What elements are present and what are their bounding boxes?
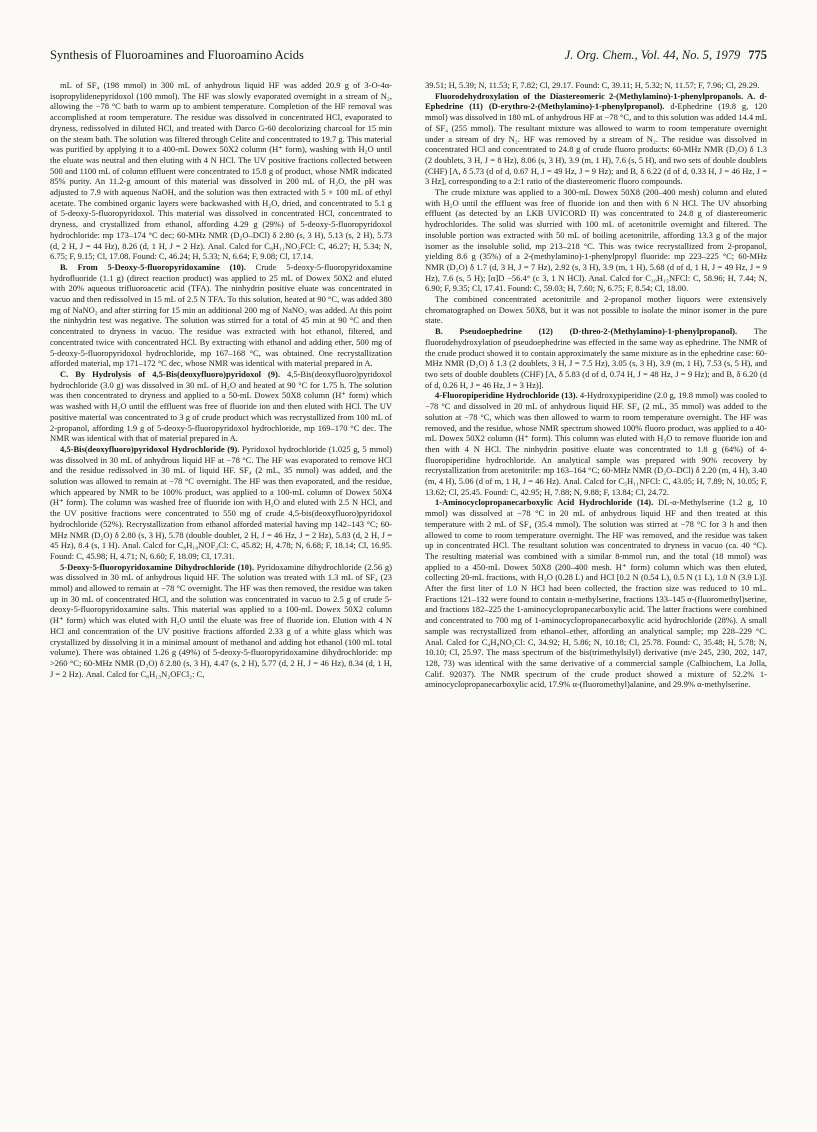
paragraph	[50, 562, 392, 680]
running-title: Synthesis of Fluoroamines and Fluoroamino Acids	[50, 48, 304, 62]
paragraph	[425, 326, 767, 390]
section-heading: C. By Hydrolysis of 4,5-Bis(deoxyfluoro)pyridoxol (9).	[60, 368, 280, 379]
paragraph	[425, 294, 767, 326]
journal-citation	[565, 46, 767, 64]
paragraph	[425, 390, 767, 497]
paragraph-text: Crude 5-deoxy-5-fluoropyridoxamine hydrofluoride (1.1 g) (direct reaction product) was applied to 25 mL of Dowex 50X2 and eluted with 20% aqueous trifluoroacetic acid (TFA). The ninhydrin positive eluate was concentrated in vacuo and then redissolved in 15 mL of 2.5 N TFA. To this solution, heated at 90 °C, was added 380 mg of NaNO₂ and after stirring for 15 min an additional 200 mg of NaNO₂ was added. At this point the ninhydrin test was negative. The solution was stirred for a total of 45 min at 90 °C and then concentrated to dryness in vacuo. The residue was extracted with hot ethanol, filtered, and concentrated twice with concentrated HCl. By extracting with ethanol and adding ether, 500 mg of 5-deoxy-5-fluoropyridoxol hydrochloride, mp 167–168 °C, was obtained. One recrystallization afforded material, mp 171–172 °C dec, whose NMR was identical with material prepared in A.	[50, 261, 392, 369]
paragraph-text: Pyridoxamine dihydrochloride (2.56 g) was dissolved in 30 mL of anhydrous liquid HF. The solution was treated with 1.3 mL of SF₄ (23 mmol) and allowed to remain at −78 °C overnight. The HF was then removed, the residue was taken up in 30 mL of concentrated HCl, and the solution was concentrated in vacuo to 2.5 g of crude 5-deoxy-5-fluoropyridoxamine salts. This material was applied to a 100-mL Dowex 50X2 column (H⁺ form) which was eluted with H₂O until the eluate was free of fluoride ion. Elution with 4 N HCl and concentration of the UV positive fractions afforded 2.33 g of a white glass which was crystallized by dissolving it in a minimal amount of methanol and adding hot ethanol (100 mL total volume). There was obtained 1.26 g (49%) of 5-deoxy-5-fluoropyridoxamine dihydrochloride: mp >260 °C; 60-MHz NMR (D₂O) δ 2.80 (s, 3 H), 4.47 (s, 2 H), 5.77 (d, 2 H, J = 46 Hz), 8.34 (d, 1 H, J = 2 Hz). Anal. Calcd for C₈H₁₃N₂OFCl₂: C,	[50, 561, 392, 679]
paragraph	[50, 80, 392, 262]
paragraph	[425, 80, 767, 91]
paragraph-text: The fluorodehydroxylation of pseudoephedrine was effected in the same way as ephedrine. The NMR of the crude product showed it to contain approximately the same mixture as in the ephedrine case: 60-MHz NMR (D₂O) δ 1.3 (2 doublets, 3 H, J = 7.5 Hz), 3.05 (s, 3 H), 3.9 (m, 1 H), 7.53 (s, 5 H), and two sets of double doublets (CHF) [A, δ 5.83 (d of d, 0.74 H, J = 48 Hz, J = 9 Hz); and B, δ 6.20 (d of d, 0.26 H, J = 46 Hz, J = 3 Hz)].	[425, 326, 767, 390]
paragraph-text: DL-α-Methylserine (1.2 g, 10 mmol) was dissolved at −78 °C in 20 mL of anhydrous liquid HF and then treated at this temperature with 2 mL of SF₄ (35.4 mmol). The solution was stirred at −78 °C for 3 h and then allowed to come to room temperature overnight. The HF was removed, and the residue was taken up in concentrated HCl. The resultant solution was concentrated to dryness in vacuo (ca. 40 °C). The resulting material was combined with a similar 8-mmol run, and the total (18 mmol) was applied to a 450-mL Dowex 50X8 (200–400 mesh. H⁺ form) column which was then eluted, collecting 20-mL fractions, with H₂O (0.28 L) and HCl [0.2 N (0.54 L), 0.5 N (1 L), 1.0 N (3.9 L)]. After the first liter of 1.0 N HCl had been collected, the fraction size was reduced to 10 mL. Fractions 121–132 were found to contain α-methylserine, fractions 133–145 α-(fluoromethyl)serine, and fractions 182–225 the 1-aminocyclopropanecarboxylic acid. The latter fractions were combined and concentrated to 700 mg of 1-aminocyclopropanecarboxylic acid hydrochloride (28%). A small sample was recrystallized from ethanol–ether, affording an analytical sample; mp 228–229 °C. Anal. Calcd for C₄H₈NO₂Cl: C, 34.92; H, 5.86; N, 10.18; Cl, 25.78. Found: C, 35.48; H, 5.78; N, 10.10; Cl, 25.97. The mass spectrum of the bis(trimethylsilyl) derivative (m/e 245, 230, 202, 147, 128, 73) was identical with the same derivative of a commercial sample (Calbiochem, La Jolla, Calif. 92037). The NMR spectrum of the crude product showed a mixture of 52.2% 1-aminocyclopropanecarboxylic acid, 17.9% α-(fluoromethyl)alanine, and 29.9% α-methylserine.	[425, 497, 767, 690]
paragraph-text: 39.51; H, 5.39; N, 11.53; F, 7.82; Cl, 29.17. Found: C, 39.11; H, 5.32; N, 11.57; F, 7.96; Cl, 29.29.	[425, 80, 760, 90]
left-column	[50, 80, 392, 1090]
page-number: 775	[748, 48, 767, 62]
section-heading: Fluorodehydroxylation of the Diastereomeric 2-(Methylamino)-1-phenylpropanols. A. d-Ephedrine (11) (D-erythro-2-(Methylamino)-1-phenylpropanol).	[425, 90, 767, 112]
paragraph-text: Pyridoxol hydrochloride (1.025 g, 5 mmol) was dissolved in 30 mL of anhydrous liquid HF at −78 °C. The HF was evaporated to remove HCl and the residue redissolved in 30 mL of liquid HF. SF₄ (2 mL, 35 mmol) was added, and the solution was allowed to remain at −78 °C overnight. The HF was then evaporated, and the residue, which appeared by NMR to be 100% product, was applied to a 100-mL column of Dowex 50X4 (H⁺ form). The column was washed free of fluoride ion with H₂O and eluted with 2.5 N HCl, and the UV positive fractions were concentrated to 550 mg of crude 4,5-bis(deoxyfluoro)pyridoxol hydrochloride (52%). Recrystallization from ethanol afforded material having mp 142–143 °C; 60-MHz NMR (D₂O) δ 2.80 (s, 3 H), 5.78 (double doublet, 2 H, J = 46 Hz, J = 2 Hz), 5.83 (d, 2 H, J = 45 Hz), 8.4 (s, 1 H). Anal. Calcd for C₈H₁₀NOF₂Cl: C, 45.82; H, 4.78; N, 6.68; F, 18.14; Cl, 16.95. Found: C, 45.98; H, 4.71; N, 6.60; F, 18.09; Cl, 17.31.	[50, 443, 392, 561]
paragraph-text: d-Ephedrine (19.8 g, 120 mmol) was dissolved in 180 mL of anhydrous HF at −78 °C, and to this solution was added 14.4 mL of SF₄ (255 mmol). The resultant mixture was allowed to warm to room temperature overnight under a stream of dry N₂. HF was removed by a stream of N₂. The residue was dissolved in concentrated HCl and concentrated to 24.8 g of crude fluoro products: 60-MHz NMR (D₂O) δ 1.3 (2 doublets, 3 H, J = 8 Hz), 8.06 (s, 3 H), 3.9 (m, 1 H), 7.6 (s, 5 H), and two sets of double doublets (CHF) [A, δ 5.73 (d of d, 0.67 H, J = 49 Hz, J = 9 Hz); and B, δ 6.22 (d of d, 0.33 H, J = 46 Hz, J = 3 Hz], corresponding to a 2:1 ratio of the diastereomeric fluoro compounds.	[425, 101, 767, 187]
journal-name: J. Org. Chem., Vol. 44, No. 5, 1979	[564, 48, 741, 62]
paragraph	[50, 444, 392, 562]
paragraph-text: mL of SF₄ (198 mmol) in 300 mL of anhydrous liquid HF was added 20.9 g of 3-O-4α-isopropylidenepyridoxol (100 mmol). The HF was slowly evaporated overnight in a stream of N₂, allowing the −78 °C bath to warm up to ambient temperature. Completion of the HF removal was accomplished at room temperature. The residue was dissolved in concentrated HCl, evaporated to dryness, redissolved in diluted HCl, and treated with Darco G-60 decolorizing charcoal for 15 min on the steam bath. The solution was filtered through Celite and concentrated to 19.7 g. This material was purified by applying it to a 400-mL Dowex 50X2 column (H⁺ form), washing with H₂O until the eluate was neutral and then eluting with 4 N HCl. The UV positive fractions collected between 500 and 1100 mL of column effluent were concentrated to 15.8 g of product, whose NMR indicated 85% purity. An 11.2-g amount of this material was dissolved in 200 mL of H₂O, the pH was adjusted to 7.9 with aqueous NaOH, and the solution was then extracted with 5 × 100 mL of ethyl acetate. The combined organic layers were backwashed with H₂O, dried, and concentrated to 5.1 g of 5-deoxy-5-fluoropyridoxol. This material was dissolved in concentrated HCl, concentrated to dryness, and crystallized from ethanol, affording 4.29 g (29%) of 5-deoxy-5-fluoropyridoxol hydrochloride: mp 173–174 °C dec; 60-MHz NMR (D₂O–DCl) δ 2.80 (s, 3 H), 5.13 (s, 2 H), 5.73 (d, 2 H, J = 44 Hz), 8.26 (d, 1 H, J = 2 Hz). Anal. Calcd for C₈H₁₁NO₂FCl: C, 46.27; H, 5.34; N, 6.75; F, 9.15; Cl, 17.08. Found: C, 46.24; H, 5.33; N, 6.64; F, 9.08; Cl, 17.14.	[50, 80, 392, 262]
paragraph	[50, 369, 392, 444]
paragraph-text: 4,5-Bis(deoxyfluoro)pyridoxol hydrochloride (3.0 g) was dissolved in 30 mL of H₂O and heated at 90 °C for 1.75 h. The solution was then concentrated to dryness and applied to a 50-mL Dowex 50X8 column (H⁺ form) which was washed with H₂O until the effluent was free of fluoride ion and then eluted with HCl. The UV positive material was concentrated to 3 g of crude product which was recrystallized from 100 mL of 2-propanol, affording 1.9 g of 5-deoxy-5-fluoropyridoxol hydrochloride, mp 169–170 °C dec. The NMR was identical with that of material prepared in A.	[50, 368, 392, 444]
right-column	[425, 80, 767, 1090]
paragraph-text: The combined concentrated acetonitrile and 2-propanol mother liquors were extensively chromatographed on Dowex 50X8, but it was not possible to isolate the minor isomer in the pure state.	[425, 294, 767, 326]
section-heading: B. From 5-Deoxy-5-fluoropyridoxamine (10).	[60, 261, 246, 272]
running-header	[50, 46, 767, 68]
paragraph	[425, 91, 767, 187]
paragraph-text: The crude mixture was applied to a 300-mL Dowex 50X8 (200–400 mesh) column and eluted with H₂O until the effluent was free of fluoride ion and then with 6 N HCl. The UV absorbing effluent (as detected by an LKB UVICORD II) was concentrated to 24.8 g of diastereomeric hydrochlorides. The solid was slurried with 100 mL of acetonitrile overnight and filtered. The insoluble portion was extracted with 50 mL of boiling acetonitrile, affording 13.3 g of the major isomer as the insoluble solid, mp 213–218 °C. This was twice recrystallized from 2-propanol, yielding 8.6 g (35%) of a 2-(methylamino)-1-phenylpropyl fluoride: mp 223–225 °C; 60-MHz NMR (D₂O) δ 1.7 (d, 3 H, J = 7 Hz), 2.92 (s, 3 H), 3.9 (m, 1 H), 5.68 (d of d, 1 H, J = 49 Hz, J = 9 Hz), 7.6 (s, 5 H); [α]D −56.4° (c 3, 1 N HCl). Anal. Calcd for C₁₀H₁₅NFCl: C, 58.96; H, 7.44; N, 6.90; F, 9.35; Cl, 17.41. Found: C, 59.03; H, 7.60; N, 6.75; F, 8.54; Cl, 18.00.	[425, 187, 767, 294]
paragraph	[425, 497, 767, 690]
paragraph	[50, 262, 392, 369]
section-heading: B. Pseudoephedrine (12) (D-threo-2-(Methylamino)-1-phenylpropanol).	[435, 326, 738, 337]
section-heading: 1-Aminocyclopropanecarboxylic Acid Hydrochloride (14).	[435, 497, 654, 508]
paragraph	[425, 187, 767, 294]
section-heading: 4-Fluoropiperidine Hydrochloride (13).	[435, 390, 578, 401]
section-heading: 4,5-Bis(deoxyfluoro)pyridoxol Hydrochloride (9).	[60, 443, 240, 454]
paragraph-text: 4-Hydroxypiperidine (2.0 g, 19.8 mmol) was cooled to −78 °C and dissolved in 20 mL of anhydrous liquid HF. SF₄ (2 mL, 35 mmol) was added to the solution at −78 °C, which was then allowed to warm to room temperature overnight. The HF was removed, and the residue, whose NMR spectrum showed 100% fluoro product, was applied to a 40-mL Dowex 50X2 column (H⁺ form). This column was eluted with H₂O to remove fluoride ion and then with 4 N HCl. The ninhydrin positive eluate was concentrated to 1.8 g (64%) of 4-fluoropiperidine hydrochloride. An analytical sample was prepared with 90% recovery by recrystallization from acetonitrile: mp 163–164 °C; 60-MHz NMR (D₂O–DCl) δ 2.20 (m, 4 H), 3.40 (m, 4 H), 5.06 (d of m, 1 H, J = 46 Hz). Anal. Calcd for C₅H₁₁NFCl: C, 43.05; H, 7.89; N, 10.05; F, 13.62; Cl, 25.45. Found: C, 42.95; H, 7.88; N, 9.88; F, 13.84; Cl, 24.72.	[425, 390, 767, 497]
section-heading: 5-Deoxy-5-fluoropyridoxamine Dihydrochloride (10).	[60, 561, 254, 572]
